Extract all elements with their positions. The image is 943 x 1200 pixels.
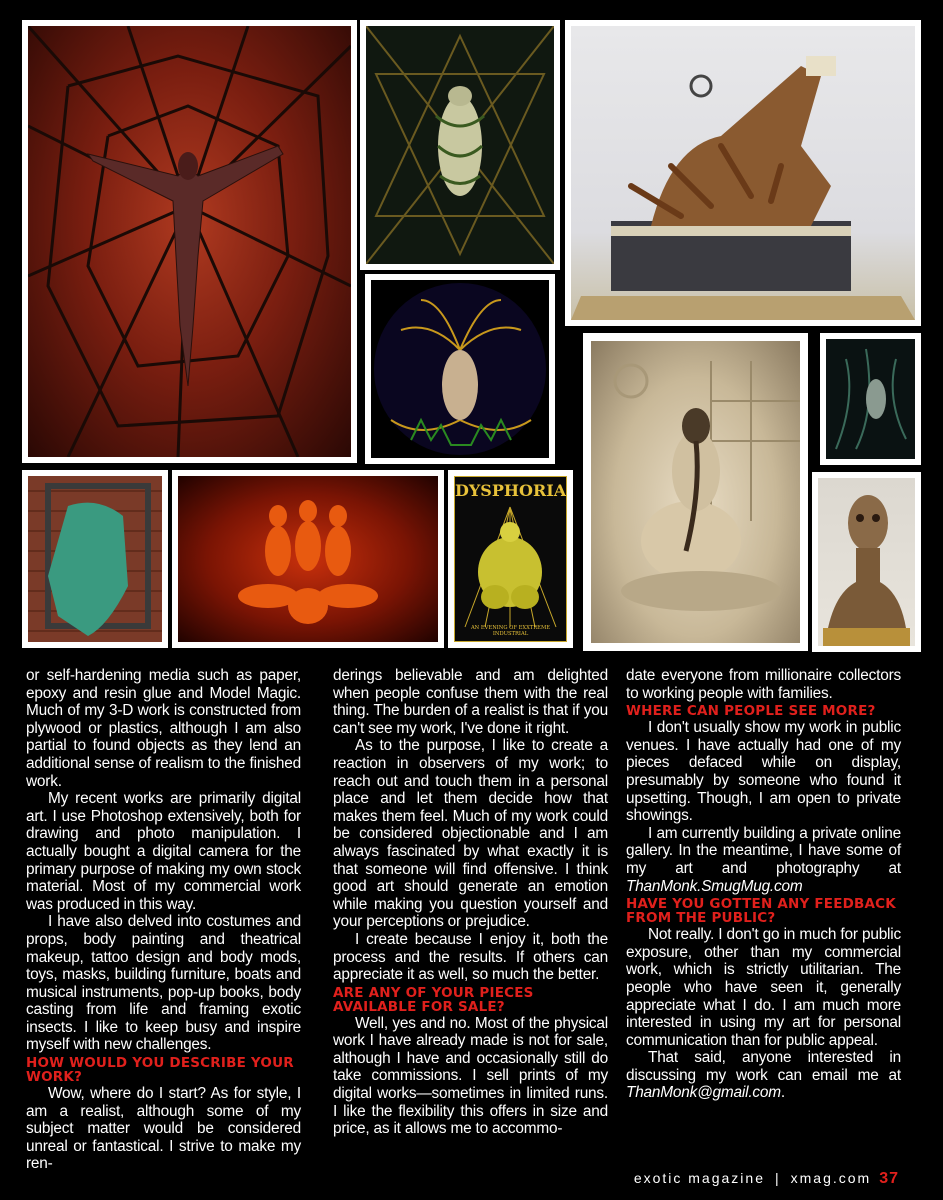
paragraph: My recent works are primarily digital art. I use Photoshop extensively, both for drawing and photo manipulation. I actually bought a digital camera for the primary purpose of making my own stock material. Most of my commercial work was produced in this way. (26, 790, 301, 913)
paragraph (626, 825, 901, 895)
paragraph-text: That said, anyone interested in discussing my work can email me at (626, 1049, 901, 1084)
section-heading: HAVE YOU GOTTEN ANY FEEDBACK FROM THE PUBLIC? (626, 896, 896, 927)
artwork-sepia-photo (583, 333, 808, 651)
paragraph: I have also delved into costumes and props, body painting and theatrical makeup, tattoo design and body mods, toys, masks, building furniture, boats and musical instruments, pop-up books, body casting from life and framing exotic insects. I like to keep busy and inspire myself with new challenges. (26, 913, 301, 1054)
column-3 (626, 667, 901, 1102)
poster-subtitle: AN EVENING OF EXXTREME INDUSTRIAL (470, 625, 551, 637)
paragraph: Not really. I don't go in much for public exposure, other than my commercial work, which is strictly utilitarian. The people who have seen it, generally appreciate what I do. I am much more interested in using my art for personal communication than for public appeal. (626, 926, 901, 1049)
artwork-dark-figure (820, 333, 921, 465)
artwork-tree-woman (365, 274, 555, 464)
magazine-name: exotic magazine (633, 1170, 765, 1186)
paragraph: derings believable and am delighted when people confuse them with the real thing. The burden of a realist is that if you can't see my work, I've done it right. (333, 667, 608, 737)
period: . (780, 1084, 785, 1102)
section-heading: HOW WOULD YOU DESCRIBE YOUR WORK? (26, 1055, 294, 1086)
artwork-vine-figure (360, 20, 560, 270)
paragraph: I create because I enjoy it, both the process and the results. If others can appreciate it as well, so much the better. (333, 930, 608, 984)
paragraph-text: I am currently building a private online gallery. In the meantime, I have some of my art and photography at (626, 824, 901, 877)
page-footer (634, 1170, 899, 1188)
column-2 (333, 667, 608, 1138)
email-link[interactable]: ThanMonk@gmail.com (626, 1084, 781, 1102)
paragraph: Wow, where do I start? As for style, I am a realist, although some of my subject matter would be considered unreal or fantastical. I strive to make my ren- (26, 1085, 301, 1173)
section-heading: ARE ANY OF YOUR PIECES AVAILABLE FOR SALE? (333, 984, 534, 1015)
paragraph: I don't usually show my work in public venues. I have actually had one of my pieces defaced while on display, presumably by someone who found it upsetting. Though, I am open to private showings. (626, 719, 901, 825)
artwork-green-torso (22, 470, 168, 648)
page-number: 37 (879, 1170, 899, 1187)
artwork-skull-bust (812, 472, 921, 652)
artwork-dysphoria-poster (448, 470, 573, 648)
paragraph (626, 1049, 901, 1102)
paragraph: or self-hardening media such as paper, epoxy and resin glue and Model Magic. Much of my 3-D work is constructed from plywood or plastics, although I am also partial to found objects as they lend an additional sense of realism to the finished work. (26, 667, 301, 790)
artwork-hand-sculpture (565, 20, 921, 326)
paragraph: As to the purpose, I like to create a reaction in observers of my work; to reach out and touch them in a personal place and let them decide how that makes them feel. Much of my work could be considered objectionable and I am always fascinated by what exactly it is that someone will find offensive. I think good art should generate an emotion while making you question yourself and your perceptions or prejudice. (333, 737, 608, 931)
artwork-crucifixion (22, 20, 357, 463)
website-link[interactable]: ThanMonk.SmugMug.com (626, 877, 803, 895)
artwork-red-figures (172, 470, 444, 648)
column-1 (26, 667, 301, 1173)
paragraph: Well, yes and no. Most of the physical work I have already made is not for sale, although I have and occasionally still do take commissions. I sell prints of my digital works—sometimes in limited runs. I like the flexibility this offers in size and price, as it allows me to accommo- (333, 1014, 608, 1138)
footer-separator: | (774, 1170, 781, 1186)
section-heading: WHERE CAN PEOPLE SEE MORE? (626, 703, 876, 720)
poster-title: DYSPHORIA (455, 481, 567, 500)
paragraph: date everyone from millionaire collectors to working people with families. (626, 667, 901, 702)
site-name: xmag.com (790, 1170, 872, 1186)
